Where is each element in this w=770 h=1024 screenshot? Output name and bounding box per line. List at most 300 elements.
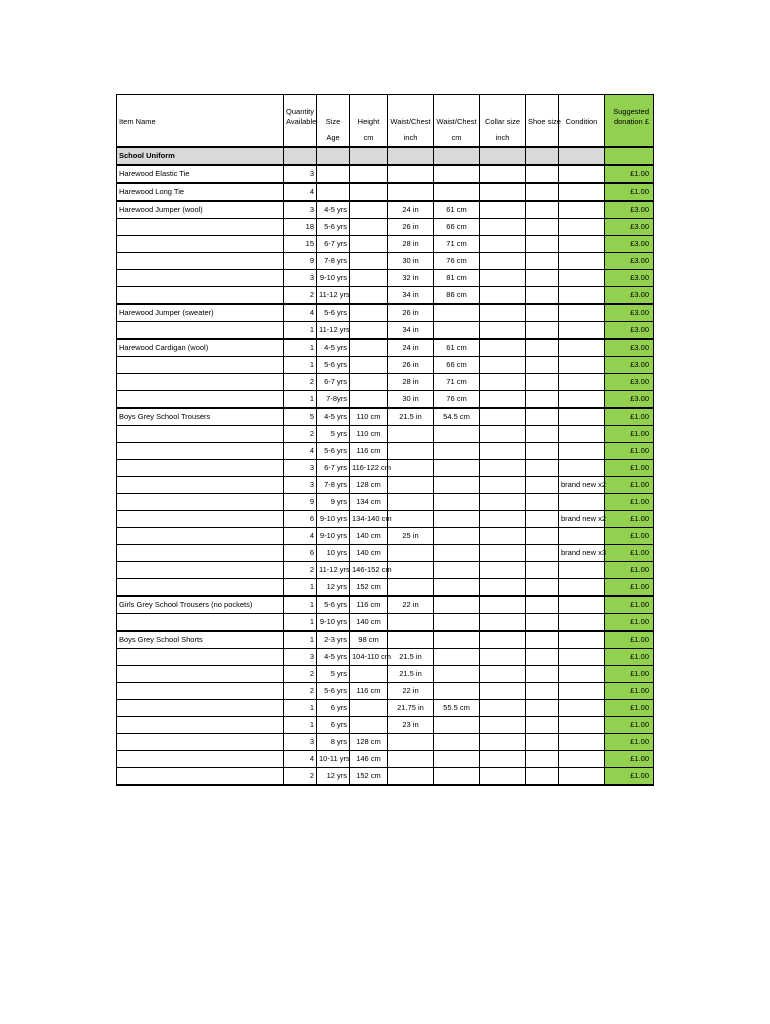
table-row xyxy=(117,477,654,494)
cell-height: 146-152 cm xyxy=(350,562,388,579)
table-row xyxy=(117,426,654,443)
cell-height xyxy=(350,391,388,409)
cell-collar xyxy=(480,374,526,391)
cell-height: 110 cm xyxy=(350,408,388,426)
cell-waist-cm xyxy=(434,768,480,786)
cell-size-age: 2-3 yrs xyxy=(317,631,350,649)
cell-waist-inch: 25 in xyxy=(388,528,434,545)
cell-collar xyxy=(480,683,526,700)
cell-waist-inch: 32 in xyxy=(388,270,434,287)
cell-height xyxy=(350,717,388,734)
cell-waist-cm: 66 cm xyxy=(434,357,480,374)
cell-collar xyxy=(480,477,526,494)
cell-size-age: 12 yrs xyxy=(317,579,350,597)
cell-shoe xyxy=(526,339,559,357)
cell-donation: £1.00 xyxy=(605,528,654,545)
cell-collar xyxy=(480,545,526,562)
cell-quantity: 3 xyxy=(284,734,317,751)
header-quantity: Quantity Available xyxy=(284,95,317,131)
table-row xyxy=(117,596,654,614)
cell-shoe xyxy=(526,408,559,426)
cell-size-age: 5 yrs xyxy=(317,666,350,683)
cell-size-age: 5-6 yrs xyxy=(317,357,350,374)
cell-shoe xyxy=(526,751,559,768)
cell-item-name xyxy=(117,494,284,511)
cell-condition xyxy=(559,751,605,768)
header-condition: Condition xyxy=(559,95,605,131)
cell-donation: £1.00 xyxy=(605,596,654,614)
header-waist-cm-unit: cm xyxy=(434,130,480,147)
cell-quantity: 3 xyxy=(284,460,317,477)
cell-item-name xyxy=(117,683,284,700)
table-row xyxy=(117,649,654,666)
cell-height: 98 cm xyxy=(350,631,388,649)
header-donation: Suggested donation £ xyxy=(605,95,654,131)
cell-shoe xyxy=(526,304,559,322)
cell-waist-cm xyxy=(434,734,480,751)
cell-item-name xyxy=(117,287,284,305)
cell-condition: brand new x3 xyxy=(559,545,605,562)
cell-height: 146 cm xyxy=(350,751,388,768)
cell-quantity: 1 xyxy=(284,322,317,340)
cell-item-name xyxy=(117,270,284,287)
cell-quantity: 6 xyxy=(284,545,317,562)
cell-size-age: 10-11 yrs xyxy=(317,751,350,768)
cell-size-age: 5-6 yrs xyxy=(317,683,350,700)
cell-donation: £3.00 xyxy=(605,374,654,391)
cell-height: 140 cm xyxy=(350,545,388,562)
cell-item-name xyxy=(117,768,284,786)
cell-size-age: 7-8yrs xyxy=(317,391,350,409)
cell-waist-inch: 21.5 in xyxy=(388,666,434,683)
cell-item-name: Harewood Long Tie xyxy=(117,183,284,201)
cell-quantity: 1 xyxy=(284,631,317,649)
cell-donation: £1.00 xyxy=(605,734,654,751)
cell-waist-inch xyxy=(388,579,434,597)
cell-waist-inch: 34 in xyxy=(388,287,434,305)
cell-quantity: 6 xyxy=(284,511,317,528)
cell-waist-cm: 81 cm xyxy=(434,270,480,287)
cell-shoe xyxy=(526,391,559,409)
cell-shoe xyxy=(526,579,559,597)
cell-condition xyxy=(559,460,605,477)
cell-waist-cm: 86 cm xyxy=(434,287,480,305)
cell-waist-inch xyxy=(388,768,434,786)
cell-donation: £3.00 xyxy=(605,253,654,270)
cell-height xyxy=(350,322,388,340)
cell-height xyxy=(350,165,388,183)
cell-size-age: 12 yrs xyxy=(317,768,350,786)
cell-donation: £3.00 xyxy=(605,270,654,287)
cell-waist-cm xyxy=(434,666,480,683)
cell-collar xyxy=(480,579,526,597)
cell-shoe xyxy=(526,236,559,253)
cell-collar xyxy=(480,339,526,357)
cell-condition xyxy=(559,219,605,236)
cell-collar xyxy=(480,287,526,305)
cell-size-age: 5-6 yrs xyxy=(317,596,350,614)
cell-waist-cm: 66 cm xyxy=(434,219,480,236)
cell-donation: £1.00 xyxy=(605,443,654,460)
cell-item-name xyxy=(117,666,284,683)
cell-waist-inch xyxy=(388,734,434,751)
cell-condition xyxy=(559,683,605,700)
cell-shoe xyxy=(526,545,559,562)
cell-shoe xyxy=(526,201,559,219)
cell-height xyxy=(350,253,388,270)
header-item-name: Item Name xyxy=(117,95,284,131)
cell-size-age: 5-6 yrs xyxy=(317,219,350,236)
cell-height: 116-122 cm xyxy=(350,460,388,477)
cell-size-age: 7-8 yrs xyxy=(317,253,350,270)
cell-waist-cm: 76 cm xyxy=(434,253,480,270)
cell-condition xyxy=(559,201,605,219)
cell-height: 110 cm xyxy=(350,426,388,443)
cell-height: 134-140 cm xyxy=(350,511,388,528)
cell-size-age: 4-5 yrs xyxy=(317,201,350,219)
cell-collar xyxy=(480,443,526,460)
cell-quantity: 2 xyxy=(284,768,317,786)
cell-size-age: 11-12 yrs xyxy=(317,562,350,579)
cell-shoe xyxy=(526,270,559,287)
cell-waist-inch xyxy=(388,443,434,460)
cell-condition xyxy=(559,596,605,614)
cell-collar xyxy=(480,751,526,768)
cell-shoe xyxy=(526,528,559,545)
table-row xyxy=(117,683,654,700)
table-row xyxy=(117,751,654,768)
table-row xyxy=(117,201,654,219)
cell-shoe xyxy=(526,649,559,666)
cell-shoe xyxy=(526,165,559,183)
cell-size-age: 6 yrs xyxy=(317,700,350,717)
cell-shoe xyxy=(526,768,559,786)
cell-donation: £3.00 xyxy=(605,391,654,409)
cell-waist-inch: 26 in xyxy=(388,219,434,236)
cell-size-age: 5-6 yrs xyxy=(317,443,350,460)
cell-waist-cm: 55.5 cm xyxy=(434,700,480,717)
cell-condition xyxy=(559,165,605,183)
cell-quantity: 3 xyxy=(284,649,317,666)
cell-condition xyxy=(559,253,605,270)
cell-shoe xyxy=(526,494,559,511)
cell-size-age: 8 yrs xyxy=(317,734,350,751)
cell-waist-cm xyxy=(434,511,480,528)
cell-item-name: Boys Grey School Shorts xyxy=(117,631,284,649)
cell-shoe xyxy=(526,426,559,443)
cell-collar xyxy=(480,666,526,683)
table-row xyxy=(117,183,654,201)
cell-height xyxy=(350,339,388,357)
cell-shoe xyxy=(526,511,559,528)
cell-height xyxy=(350,201,388,219)
header-height: Height xyxy=(350,95,388,131)
cell-height: 134 cm xyxy=(350,494,388,511)
table-row xyxy=(117,528,654,545)
cell-item-name xyxy=(117,700,284,717)
cell-waist-inch xyxy=(388,477,434,494)
cell-height: 104-110 cm xyxy=(350,649,388,666)
cell-collar xyxy=(480,270,526,287)
cell-item-name xyxy=(117,579,284,597)
header-height-unit: cm xyxy=(350,130,388,147)
cell-item-name xyxy=(117,374,284,391)
cell-item-name xyxy=(117,649,284,666)
cell-size-age: 4-5 yrs xyxy=(317,649,350,666)
header-size: Size xyxy=(317,95,350,131)
cell-waist-cm xyxy=(434,460,480,477)
cell-donation: £1.00 xyxy=(605,751,654,768)
cell-quantity: 2 xyxy=(284,666,317,683)
cell-collar xyxy=(480,165,526,183)
header-collar-unit: inch xyxy=(480,130,526,147)
cell-quantity: 1 xyxy=(284,339,317,357)
cell-waist-cm xyxy=(434,477,480,494)
cell-size-age: 4-5 yrs xyxy=(317,339,350,357)
cell-collar xyxy=(480,631,526,649)
cell-item-name xyxy=(117,562,284,579)
cell-condition xyxy=(559,494,605,511)
cell-condition xyxy=(559,717,605,734)
cell-waist-inch: 22 in xyxy=(388,683,434,700)
cell-size-age: 9-10 yrs xyxy=(317,528,350,545)
cell-shoe xyxy=(526,683,559,700)
cell-waist-cm xyxy=(434,528,480,545)
cell-condition xyxy=(559,408,605,426)
cell-size-age: 5 yrs xyxy=(317,426,350,443)
cell-size-age: 9 yrs xyxy=(317,494,350,511)
cell-collar xyxy=(480,183,526,201)
cell-donation: £3.00 xyxy=(605,339,654,357)
cell-waist-cm xyxy=(434,494,480,511)
cell-donation: £3.00 xyxy=(605,201,654,219)
cell-item-name: Harewood Jumper (wool) xyxy=(117,201,284,219)
cell-condition xyxy=(559,700,605,717)
cell-donation: £1.00 xyxy=(605,408,654,426)
cell-collar xyxy=(480,649,526,666)
cell-donation: £1.00 xyxy=(605,666,654,683)
cell-waist-inch: 22 in xyxy=(388,596,434,614)
cell-height: 140 cm xyxy=(350,614,388,632)
cell-waist-cm xyxy=(434,596,480,614)
cell-waist-inch: 21.5 in xyxy=(388,649,434,666)
table-row xyxy=(117,717,654,734)
cell-donation: £1.00 xyxy=(605,545,654,562)
table-row xyxy=(117,579,654,597)
cell-waist-cm xyxy=(434,322,480,340)
cell-donation: £1.00 xyxy=(605,477,654,494)
cell-height xyxy=(350,666,388,683)
cell-height: 128 cm xyxy=(350,734,388,751)
cell-condition: brand new x2 xyxy=(559,477,605,494)
cell-waist-cm: 71 cm xyxy=(434,374,480,391)
cell-item-name: Harewood Elastic Tie xyxy=(117,165,284,183)
table-row xyxy=(117,768,654,786)
cell-quantity: 2 xyxy=(284,683,317,700)
cell-item-name xyxy=(117,443,284,460)
cell-condition xyxy=(559,236,605,253)
cell-waist-inch: 21.75 in xyxy=(388,700,434,717)
cell-condition xyxy=(559,391,605,409)
cell-quantity: 9 xyxy=(284,494,317,511)
cell-condition xyxy=(559,579,605,597)
table-row xyxy=(117,287,654,305)
cell-size-age: 6-7 yrs xyxy=(317,460,350,477)
cell-donation: £1.00 xyxy=(605,183,654,201)
cell-item-name xyxy=(117,460,284,477)
cell-shoe xyxy=(526,219,559,236)
header-shoe: Shoe size xyxy=(526,95,559,131)
cell-shoe xyxy=(526,253,559,270)
cell-condition xyxy=(559,768,605,786)
cell-height: 140 cm xyxy=(350,528,388,545)
cell-size-age: 9-10 yrs xyxy=(317,511,350,528)
cell-size-age: 7-8 yrs xyxy=(317,477,350,494)
table-row xyxy=(117,304,654,322)
cell-height xyxy=(350,357,388,374)
header-waist-inch: Waist/Chest xyxy=(388,95,434,131)
cell-waist-inch xyxy=(388,183,434,201)
cell-collar xyxy=(480,734,526,751)
cell-quantity: 3 xyxy=(284,477,317,494)
cell-height xyxy=(350,270,388,287)
cell-height xyxy=(350,219,388,236)
cell-waist-inch xyxy=(388,460,434,477)
header-age: Age xyxy=(317,130,350,147)
cell-donation: £1.00 xyxy=(605,700,654,717)
cell-condition xyxy=(559,374,605,391)
cell-item-name xyxy=(117,253,284,270)
cell-item-name xyxy=(117,219,284,236)
cell-height: 152 cm xyxy=(350,768,388,786)
cell-collar xyxy=(480,562,526,579)
cell-waist-cm xyxy=(434,717,480,734)
cell-quantity: 15 xyxy=(284,236,317,253)
cell-quantity: 1 xyxy=(284,357,317,374)
header-row-1 xyxy=(117,95,654,131)
table-row xyxy=(117,460,654,477)
cell-donation: £1.00 xyxy=(605,683,654,700)
table-row xyxy=(117,391,654,409)
cell-item-name xyxy=(117,391,284,409)
cell-height: 128 cm xyxy=(350,477,388,494)
cell-height xyxy=(350,700,388,717)
table-row xyxy=(117,562,654,579)
cell-size-age: 11-12 yrs xyxy=(317,322,350,340)
cell-shoe xyxy=(526,443,559,460)
cell-quantity: 2 xyxy=(284,562,317,579)
cell-waist-inch xyxy=(388,511,434,528)
table-row xyxy=(117,511,654,528)
cell-quantity: 1 xyxy=(284,700,317,717)
cell-waist-cm: 61 cm xyxy=(434,339,480,357)
table-row xyxy=(117,322,654,340)
cell-donation: £1.00 xyxy=(605,494,654,511)
cell-quantity: 3 xyxy=(284,165,317,183)
cell-waist-cm xyxy=(434,443,480,460)
cell-item-name xyxy=(117,717,284,734)
cell-waist-inch: 28 in xyxy=(388,374,434,391)
cell-donation: £1.00 xyxy=(605,768,654,786)
cell-quantity: 4 xyxy=(284,751,317,768)
cell-condition xyxy=(559,528,605,545)
uniform-table xyxy=(116,94,654,786)
cell-size-age: 6-7 yrs xyxy=(317,374,350,391)
cell-quantity: 2 xyxy=(284,426,317,443)
cell-waist-cm xyxy=(434,562,480,579)
cell-item-name xyxy=(117,751,284,768)
cell-condition: brand new x2 xyxy=(559,511,605,528)
cell-collar xyxy=(480,253,526,270)
cell-collar xyxy=(480,614,526,632)
cell-waist-inch: 30 in xyxy=(388,253,434,270)
cell-shoe xyxy=(526,614,559,632)
cell-height xyxy=(350,374,388,391)
cell-condition xyxy=(559,562,605,579)
cell-item-name: Boys Grey School Trousers xyxy=(117,408,284,426)
cell-item-name: Harewood Cardigan (wool) xyxy=(117,339,284,357)
cell-condition xyxy=(559,357,605,374)
cell-item-name xyxy=(117,357,284,374)
cell-shoe xyxy=(526,666,559,683)
donation-sheet xyxy=(116,94,654,786)
cell-condition xyxy=(559,322,605,340)
cell-donation: £1.00 xyxy=(605,511,654,528)
cell-waist-cm: 76 cm xyxy=(434,391,480,409)
cell-quantity: 1 xyxy=(284,717,317,734)
cell-height xyxy=(350,287,388,305)
cell-waist-cm: 71 cm xyxy=(434,236,480,253)
cell-waist-cm xyxy=(434,579,480,597)
cell-item-name: Girls Grey School Trousers (no pockets) xyxy=(117,596,284,614)
cell-item-name xyxy=(117,528,284,545)
cell-donation: £1.00 xyxy=(605,460,654,477)
cell-donation: £1.00 xyxy=(605,631,654,649)
cell-item-name xyxy=(117,236,284,253)
cell-waist-cm xyxy=(434,165,480,183)
cell-condition xyxy=(559,339,605,357)
table-row xyxy=(117,545,654,562)
cell-waist-cm xyxy=(434,649,480,666)
table-row xyxy=(117,339,654,357)
cell-condition xyxy=(559,183,605,201)
cell-item-name xyxy=(117,614,284,632)
cell-collar xyxy=(480,219,526,236)
table-row xyxy=(117,219,654,236)
cell-size-age: 9-10 yrs xyxy=(317,614,350,632)
cell-height xyxy=(350,304,388,322)
cell-shoe xyxy=(526,631,559,649)
table-row xyxy=(117,357,654,374)
table-row xyxy=(117,408,654,426)
table-row xyxy=(117,700,654,717)
cell-size-age: 5-6 yrs xyxy=(317,304,350,322)
cell-height xyxy=(350,236,388,253)
cell-donation: £1.00 xyxy=(605,717,654,734)
cell-waist-cm: 61 cm xyxy=(434,201,480,219)
cell-collar xyxy=(480,391,526,409)
cell-item-name xyxy=(117,426,284,443)
cell-size-age: 9-10 yrs xyxy=(317,270,350,287)
cell-quantity: 4 xyxy=(284,183,317,201)
cell-waist-cm xyxy=(434,426,480,443)
cell-donation: £1.00 xyxy=(605,649,654,666)
cell-shoe xyxy=(526,357,559,374)
cell-shoe xyxy=(526,596,559,614)
cell-donation: £3.00 xyxy=(605,236,654,253)
cell-quantity: 1 xyxy=(284,596,317,614)
cell-waist-inch xyxy=(388,494,434,511)
